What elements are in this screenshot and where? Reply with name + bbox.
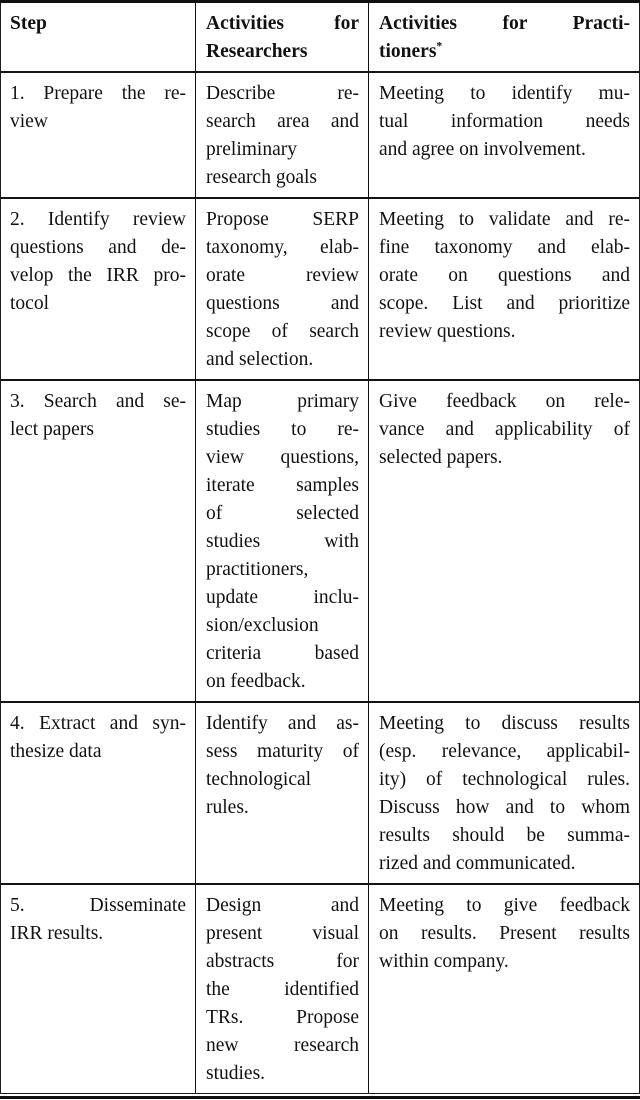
text-line: 2. Identify review: [10, 209, 186, 230]
cell-step: [1, 381, 196, 701]
text-line: orate on questions and: [379, 265, 630, 286]
text-line: Describe re-: [206, 83, 359, 104]
text-line: preliminary: [206, 139, 297, 160]
text-line: fine taxonomy and elab-: [379, 237, 630, 258]
text-line: selected papers.: [379, 447, 503, 468]
text-line: 4. Extract and syn-: [10, 713, 186, 734]
table-row: [1, 199, 639, 381]
text-line: Propose SERP: [206, 209, 359, 230]
text-line: velop the IRR pro-: [10, 265, 186, 286]
table-row: [1, 885, 639, 1093]
bottom-rule: [0, 1094, 640, 1099]
text-line: thesize data: [10, 741, 102, 762]
cell-practitioners: [369, 381, 639, 701]
text-line: results should be summa-: [379, 825, 630, 846]
text-line: practitioners,: [206, 559, 309, 580]
text-line: Activities for: [206, 13, 359, 34]
text-line: research goals: [206, 167, 317, 188]
text-line: of selected: [206, 503, 359, 524]
text-line: (esp. relevance, applicabil-: [379, 741, 630, 762]
cell-researchers: [196, 703, 369, 883]
text-line: Meeting to discuss results: [379, 713, 630, 734]
column-header-researchers: [196, 3, 369, 71]
cell-step: [1, 73, 196, 197]
text-line: studies.: [206, 1063, 266, 1084]
text-line: review questions.: [379, 321, 516, 342]
text-line: new research: [206, 1035, 359, 1056]
footnote-asterisk: *: [436, 39, 443, 53]
text-line: studies to re-: [206, 419, 359, 440]
text-line: on results. Present results: [379, 923, 630, 944]
text-line: within company.: [379, 951, 509, 972]
cell-practitioners: [369, 885, 639, 1093]
cell-step: [1, 199, 196, 379]
text-line: technological: [206, 769, 312, 790]
text-line: on feedback.: [206, 671, 306, 692]
cell-practitioners: [369, 73, 639, 197]
column-header-step: [1, 3, 196, 71]
text-line: Design and: [206, 895, 359, 916]
text-line: Identify and as-: [206, 713, 359, 734]
text-line: view questions,: [206, 447, 359, 468]
text-line: questions and de-: [10, 237, 186, 258]
cell-step: [1, 885, 196, 1093]
cell-researchers: [196, 199, 369, 379]
text-line: Map primary: [206, 391, 359, 412]
cell-practitioners: [369, 199, 639, 379]
cell-step: [1, 703, 196, 883]
text-line: sess maturity of: [206, 741, 359, 762]
text-line: Meeting to validate and re-: [379, 209, 630, 230]
text-line: Step: [10, 13, 47, 34]
text-line: update inclu-: [206, 587, 359, 608]
header-row: [1, 3, 639, 73]
text-line: iterate samples: [206, 475, 359, 496]
text-line: rules.: [206, 797, 249, 818]
text-line: lect papers: [10, 419, 94, 440]
text-line: IRR results.: [10, 923, 104, 944]
text-line: and agree on involvement.: [379, 139, 586, 160]
cell-practitioners: [369, 703, 639, 883]
cell-researchers: [196, 73, 369, 197]
text-line: Give feedback on rele-: [379, 391, 630, 412]
column-header-practitioners: [369, 3, 639, 71]
text-line: Researchers: [206, 41, 308, 62]
text-line: Activities for Practi-: [379, 13, 630, 34]
text-line: tual information needs: [379, 111, 630, 132]
text-line: [379, 38, 630, 66]
text-line: 1. Prepare the re-: [10, 83, 186, 104]
text-line: the identified: [206, 979, 359, 1000]
text-line: studies with: [206, 531, 359, 552]
cell-researchers: [196, 885, 369, 1093]
table-row: [1, 381, 639, 703]
table-row: [1, 73, 639, 199]
text-line: questions and: [206, 293, 359, 314]
text-line: rized and communicated.: [379, 853, 576, 874]
text-line: sion/exclusion: [206, 615, 319, 636]
text-line: and selection.: [206, 349, 314, 370]
text-line: present visual: [206, 923, 359, 944]
text-line: orate review: [206, 265, 359, 286]
text-line: tocol: [10, 293, 49, 314]
text-line: Meeting to identify mu-: [379, 83, 630, 104]
cell-researchers: [196, 381, 369, 701]
table-row: [1, 703, 639, 885]
text-line: 5. Disseminate: [10, 895, 186, 916]
text-line: vance and applicability of: [379, 419, 630, 440]
text-line: Meeting to give feedback: [379, 895, 630, 916]
text-line: view: [10, 111, 48, 132]
text-line: 3. Search and se-: [10, 391, 186, 412]
text-line: ity) of technological rules.: [379, 769, 630, 790]
text-line: abstracts for: [206, 951, 359, 972]
text-line: scope of search: [206, 321, 359, 342]
text-line: search area and: [206, 111, 359, 132]
text-line: taxonomy, elab-: [206, 237, 359, 258]
text-line: scope. List and prioritize: [379, 293, 630, 314]
text-line: criteria based: [206, 643, 359, 664]
text-line: TRs. Propose: [206, 1007, 359, 1028]
text-line-base: tioners: [379, 41, 437, 62]
text-line: Discuss how and to whom: [379, 797, 630, 818]
